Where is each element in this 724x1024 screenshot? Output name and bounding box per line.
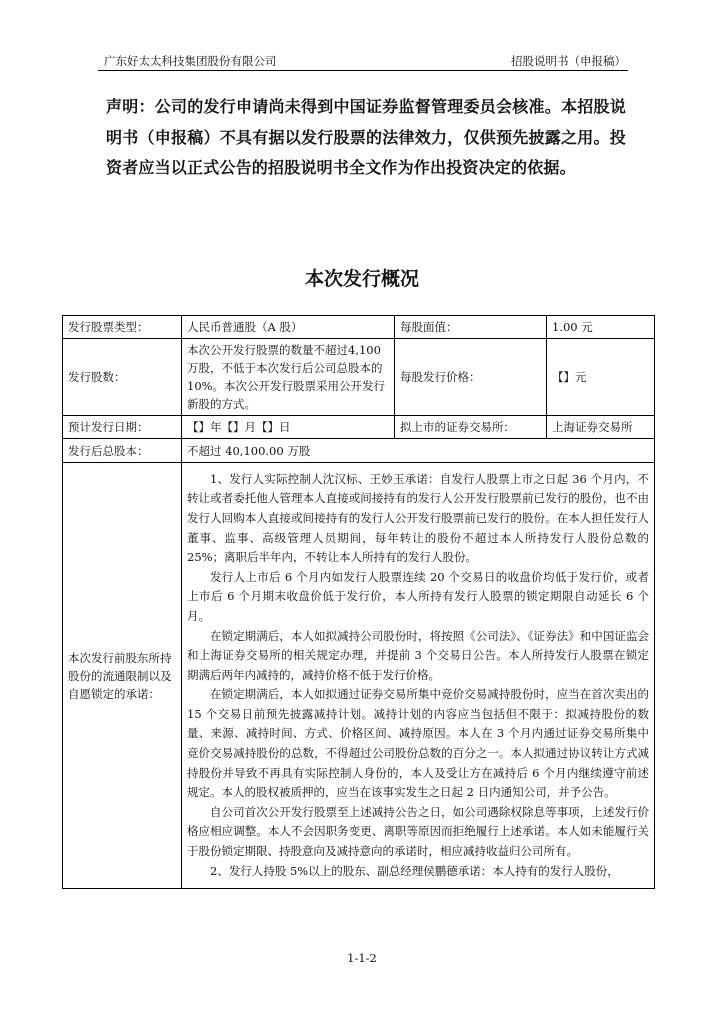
page-header [98, 52, 628, 71]
table-row [63, 463, 655, 889]
page-number: 1-1-2 [347, 951, 377, 965]
stock-type-label: 发行股票类型： [63, 316, 182, 339]
issue-date-value: 【】年【】月【】日 [182, 416, 395, 439]
lockup-paragraph-2: 发行人上市后 6 个月内如发行人股票连续 20 个交易日的收盘价均低于发行价，或者上市后 6 个月期末收盘价低于发行价，本人所持有发行人股票的锁定期限自动延长 6 个月。 [187, 569, 649, 623]
offering-overview-table [62, 315, 655, 889]
exchange-label: 拟上市的证券交易所： [395, 416, 547, 439]
table-row [63, 416, 655, 439]
par-value-label: 每股面值： [395, 316, 547, 339]
par-value-value: 1.00 元 [547, 316, 655, 339]
document-type: 招股说明书（申报稿） [511, 54, 626, 68]
stock-type-value: 人民币普通股（A 股） [182, 316, 395, 339]
lockup-paragraph-1: 1、发行人实际控制人沈汉标、王妙玉承诺：自发行人股票上市之日起 36 个月内，不转让或者委托他人管理本人直接或间接持有的发行人公开发行股票前已发行的股份，也不由发行人回购本人直接或间接持有的发行人公开发行股票前已发行的股份。在本人担任发行人董事、监事、高级管理人员期间，每年转让的股份不超过本人所持发行人股份总数的 25%；离职后半年内，不转让本人所持有的发行人股份。 [187, 471, 649, 565]
table-row [63, 439, 655, 463]
lockup-paragraph-3: 在锁定期满后，本人如拟减持公司股份时，将按照《公司法》、《证券法》和中国证监会和上海证券交易所的相关规定办理，并提前 3 个交易日公告。本人所持发行人股票在锁定期满后两年内减持的，减持价格不低于发行价格。 [187, 628, 649, 682]
table-row [63, 339, 655, 416]
lockup-paragraph-6: 2、发行人持股 5%以上的股东、副总经理侯鹏德承诺：本人持有的发行人股份， [210, 863, 619, 878]
issue-date-label: 预计发行日期： [63, 416, 182, 439]
exchange-value: 上海证券交易所 [547, 416, 655, 439]
issue-price-label: 每股发行价格： [395, 339, 547, 416]
lockup-paragraph-5: 自公司首次公开发行股票至上述减持公告之日，如公司遇除权除息等事项，上述发行价格应相应调整。本人不会因职务变更、离职等原因而拒绝履行上述承诺。本人如未能履行关于股份锁定期限、持股意向及减持意向的承诺时，相应减持收益归公司所有。 [187, 804, 649, 859]
lockup-commitments [182, 463, 655, 889]
shares-issued-label: 发行股数： [63, 339, 182, 416]
issue-price-value: 【】元 [547, 339, 655, 416]
declaration-text: 声明：公司的发行申请尚未得到中国证券监督管理委员会核准。本招股说明书（申报稿）不具有据以发行股票的法律效力，仅供预先披露之用。投资者应当以正式公告的招股说明书全文作为作出投资决定的依据。 [106, 97, 626, 177]
company-name: 广东好太太科技集团股份有限公司 [104, 54, 277, 68]
total-shares-label: 发行后总股本： [63, 439, 182, 463]
table-row [63, 316, 655, 339]
section-title: 本次发行概况 [304, 268, 419, 290]
total-shares-value: 不超过 40,100.00 万股 [182, 439, 655, 463]
lockup-label: 本次发行前股东所持股份的流通限制以及自愿锁定的承诺： [63, 463, 182, 889]
shares-issued-value: 本次公开发行股票的数量不超过4,100 万股，不低于本次发行后公司总股本的 10%。本次公开发行股票采用公开发行新股的方式。 [182, 339, 395, 416]
lockup-paragraph-4: 在锁定期满后，本人如拟通过证券交易所集中竞价交易减持股份时，应当在首次卖出的 15 个交易日前预先披露减持计划。减持计划的内容应当包括但不限于：拟减持股份的数量、来源、减持时间、方式、价格区间、减持原因。本人在 3 个月内通过证券交易所集中竞价交易减持股份的总数，不得超过公司股份总数的百分之一。本人拟通过协议转让方式减持股份并导致不再具有实际控制人身份的，本人及受让方在减持后 6 个月内继续遵守前述规定。本人的股权被质押的，应当在该事实发生之日起 2 日内通知公司，并予公告。 [187, 687, 649, 800]
